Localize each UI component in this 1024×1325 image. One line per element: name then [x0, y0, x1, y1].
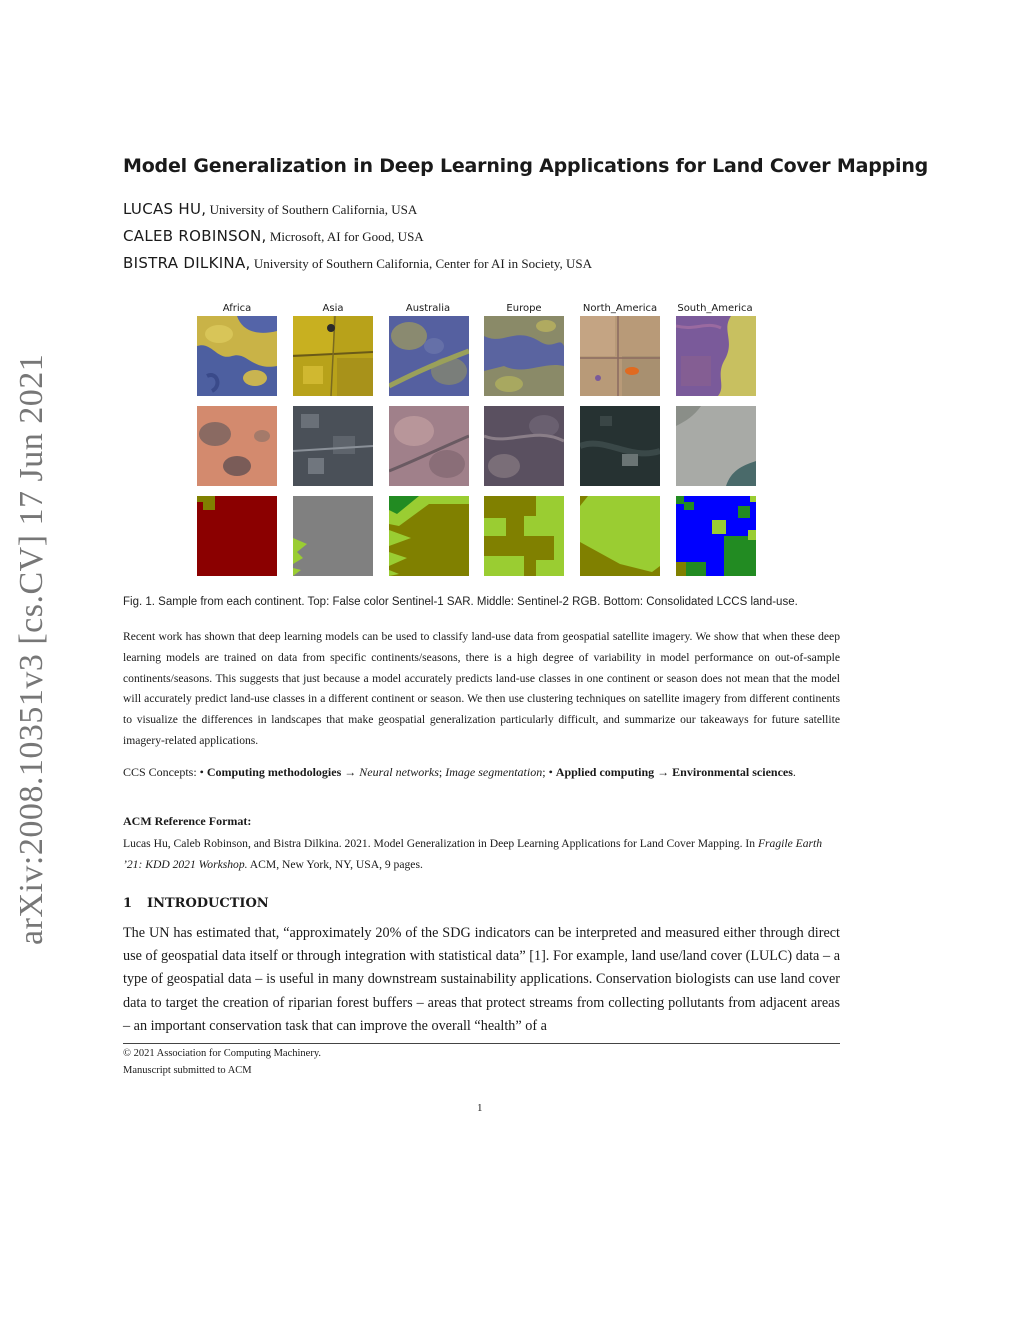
figure-column-label: Europe: [506, 303, 542, 314]
author-3: [123, 254, 592, 272]
ccs-end: .: [792, 765, 796, 779]
acm-reference-heading: ACM Reference Format:: [123, 814, 252, 828]
ccs-arrow: →: [654, 765, 673, 779]
landuse-map-south-america: [676, 496, 756, 576]
ccs-arrow: →: [341, 765, 360, 779]
footnote-rule: [123, 1043, 840, 1044]
landuse-map-north-america: [580, 496, 660, 576]
section-title: INTRODUCTION: [147, 896, 269, 911]
landuse-map-europe: [484, 496, 564, 576]
section-number: 1: [123, 896, 133, 911]
author-name: LUCAS HU,: [123, 200, 207, 218]
acm-reference: [123, 834, 840, 876]
acm-reference-text: ACM, New York, NY, USA, 9 pages.: [247, 857, 423, 871]
section-heading: [123, 896, 269, 911]
copyright-notice: © 2021 Association for Computing Machinery.: [123, 1048, 322, 1059]
figure-column-label: South_America: [677, 303, 753, 314]
landuse-map-asia: [293, 496, 373, 576]
acm-reference-venue: Fragile Earth ’21: KDD 2021 Workshop.: [123, 837, 823, 871]
acm-reference-text: Lucas Hu, Caleb Robinson, and Bistra Dilkina. 2021. Model Generalization in Deep Learning Applications for Land Cover Mapping. In: [123, 837, 758, 850]
rgb-image-africa: [197, 406, 277, 486]
rgb-image-south-america: [676, 406, 756, 486]
abstract: Recent work has shown that deep learning models can be used to classify land-use data from geospatial satellite imagery. We show that when these deep learning models are trained on data from specific continents/seasons, there is a high degree of variability in model performance on out-of-sample continents/seasons. This suggests that just because a model accurately predicts land-use classes in one continent or season does not mean that the model will accurately predict land-use classes in a different continent or season. We then use clustering techniques on satellite imagery from different continents to visualize the differences in landscapes that make geospatial generalization particularly difficult, and summarize our takeaways for future satellite imagery-related applications.: [123, 630, 840, 747]
page-number: 1: [477, 1102, 483, 1114]
ccs-term: Neural networks: [359, 765, 439, 779]
ccs-separator: ; •: [542, 765, 556, 779]
sar-image-europe: [484, 316, 564, 396]
ccs-term: Applied computing: [555, 765, 655, 779]
ccs-term: Image segmentation: [445, 765, 543, 779]
author-1: [123, 200, 417, 218]
author-affiliation: University of Southern California, USA: [209, 202, 418, 217]
ccs-concepts: [123, 762, 840, 783]
landuse-map-africa: [197, 496, 277, 576]
rgb-image-asia: [293, 406, 373, 486]
sar-image-north-america: [580, 316, 660, 396]
sar-image-africa: [197, 316, 277, 396]
sar-image-south-america: [676, 316, 756, 396]
figure-column-label: Asia: [322, 303, 344, 314]
author-affiliation: Microsoft, AI for Good, USA: [269, 229, 424, 244]
figure-caption: Fig. 1. Sample from each continent. Top: False color Sentinel-1 SAR. Middle: Sentinel-2 RGB. Bottom: Consolidated LCCS land-use.: [123, 596, 798, 608]
arxiv-identifier: arXiv:2008.10351v3 [cs.CV] 17 Jun 2021: [13, 353, 50, 945]
rgb-image-north-america: [580, 406, 660, 486]
ccs-label: CCS Concepts: •: [123, 765, 207, 779]
introduction-paragraph: The UN has estimated that, “approximately 20% of the SDG indicators can be interpreted and measured either through direct use of geospatial data itself or through integration with statistical data” [1]. For example, land use/land cover (LULC) data – a type of geospatial data – is useful in many downstream sustainability applications. Conservation biologists can use land cover data to target the creation of riparian forest buffers – areas that protect streams from collecting pollutants from adjacent areas – an important conservation task that can improve the overall “health” of a: [123, 925, 840, 1034]
paper-title: Model Generalization in Deep Learning Applications for Land Cover Mapping: [123, 155, 929, 177]
landuse-map-australia: [389, 496, 469, 576]
figure-column-label: Australia: [405, 303, 451, 314]
rgb-image-australia: [389, 406, 469, 486]
rgb-image-europe: [484, 406, 564, 486]
manuscript-notice: Manuscript submitted to ACM: [123, 1065, 252, 1076]
sar-image-australia: [389, 316, 469, 396]
ccs-separator: ;: [438, 765, 446, 779]
ccs-term: Computing methodologies: [206, 765, 342, 779]
sar-image-asia: [293, 316, 373, 396]
author-name: CALEB ROBINSON,: [123, 227, 267, 245]
ccs-term: Environmental sciences: [672, 765, 793, 779]
author-2: [123, 227, 424, 245]
author-name: BISTRA DILKINA,: [123, 254, 251, 272]
author-affiliation: University of Southern California, Center for AI in Society, USA: [253, 256, 593, 271]
figure-column-label: North_America: [582, 303, 658, 314]
figure-column-label: Africa: [222, 303, 252, 314]
